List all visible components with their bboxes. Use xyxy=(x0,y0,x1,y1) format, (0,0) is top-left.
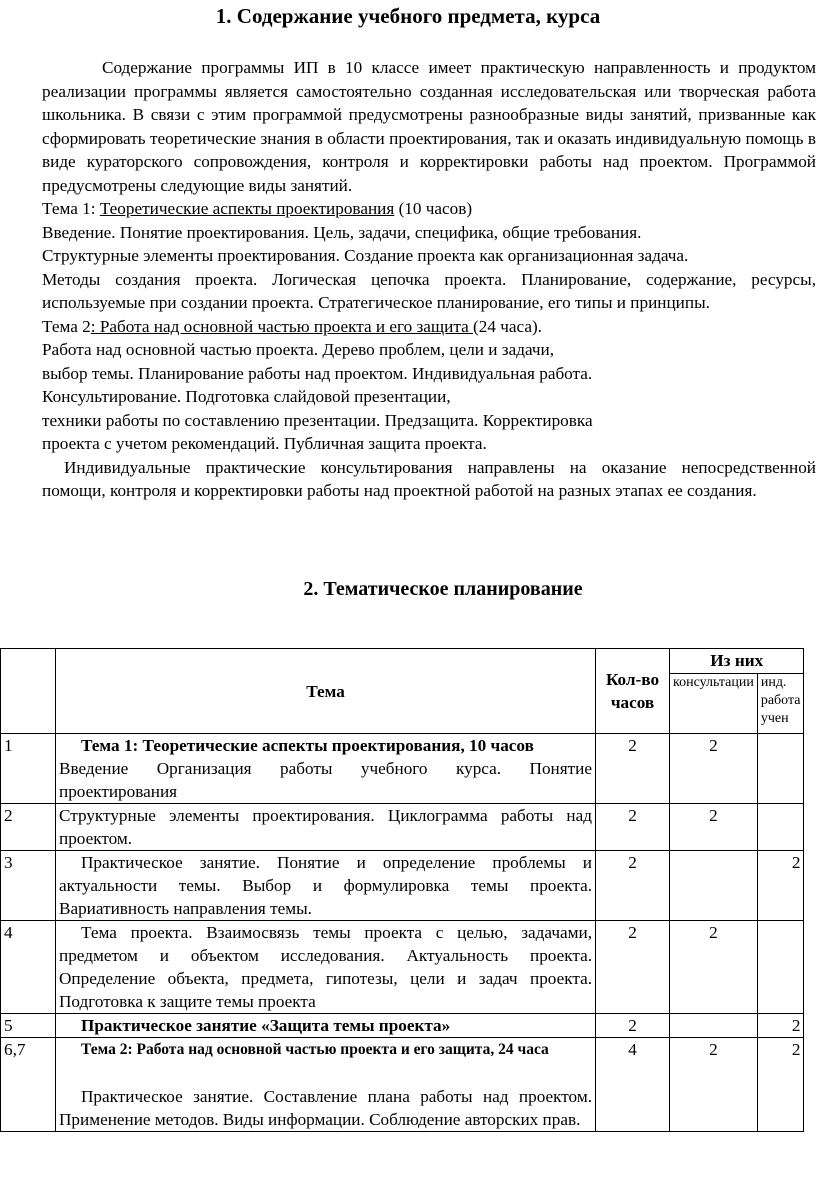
row-topic xyxy=(56,804,596,851)
topic2-line xyxy=(42,315,816,339)
header-topic: Тема xyxy=(56,649,596,734)
header-group: Из них xyxy=(670,649,804,674)
table-row xyxy=(1,734,804,804)
row-ind xyxy=(757,804,804,851)
topic2-desc-4: техники работы по составлению презентации. Предзащита. Корректировка xyxy=(42,410,593,430)
row-ind: 2 xyxy=(757,1038,804,1132)
topic1-desc-2: Структурные элементы проектирования. Создание проекта как организационная задача. xyxy=(42,246,689,265)
table-row xyxy=(1,851,804,921)
row-topic-bold: Тема 2: Работа над основной частью проекта и его защита, 24 часа xyxy=(81,1041,549,1058)
table-row xyxy=(1,1038,804,1132)
row-topic xyxy=(56,1038,596,1132)
header-consult: консультации xyxy=(670,674,758,734)
row-topic xyxy=(56,734,596,804)
table-row xyxy=(1,804,804,851)
row-num: 4 xyxy=(1,921,56,1014)
row-ind xyxy=(757,734,804,804)
topic1-desc-1: Введение. Понятие проектирования. Цель, задачи, специфика, общие требования. xyxy=(42,222,642,242)
topic2-title: : Работа над основной частью проекта и его защита xyxy=(90,316,474,336)
row-num: 6,7 xyxy=(1,1038,56,1132)
row-topic-text: Практическое занятие. Составление плана работы над проектом. Применение методов. Виды информации. Соблюдение авторских прав. xyxy=(59,1087,592,1129)
row-hours: 2 xyxy=(596,1014,670,1038)
section1-body xyxy=(42,56,816,503)
row-consult: 2 xyxy=(670,921,758,1014)
row-consult: 2 xyxy=(670,734,758,804)
row-hours: 2 xyxy=(596,734,670,804)
row-consult: 2 xyxy=(670,1038,758,1132)
section2-heading: 2. Тематическое планирование xyxy=(303,578,583,600)
row-num: 3 xyxy=(1,851,56,921)
row-consult xyxy=(670,851,758,921)
closing-paragraph: Индивидуальные практические консультирования направлены на оказание непосредственной помощи, контроля и корректировки работы над проектной работой на разных этапах ее создания. xyxy=(42,457,816,500)
row-hours: 2 xyxy=(596,851,670,921)
row-consult xyxy=(670,1014,758,1038)
row-ind xyxy=(757,921,804,1014)
header-hours: Кол-во часов xyxy=(596,649,670,734)
intro-paragraph: Содержание программы ИП в 10 классе имеет практическую направленность и продуктом реализации программы является самостоятельно созданная исследовательская или творческая работа школьника. В связи с этим программой предусмотрены разнообразные виды занятий, призванные как сформировать теоретические знания в области проектирования, так и оказать индивидуальную помощь в виде кураторского сопровождения, контроля и корректировки работы над проектом. Программой предусмотрены следующие виды занятий. xyxy=(42,58,816,195)
row-topic: Тема проекта. Взаимосвязь темы проекта с целью, задачами, предметом и объектом исследования. Актуальность проекта. Определение объекта, предмета, гипотезы, цели и задач проекта. Подготовка к защите темы проекта xyxy=(56,921,596,1014)
topic1-prefix: Тема 1: xyxy=(42,199,100,218)
row-topic-text: Введение Организация работы учебного курса. Понятие проектирования xyxy=(59,759,592,801)
row-topic-text: Структурные элементы проектирования. Циклограмма работы над проектом. xyxy=(59,806,592,848)
row-num: 5 xyxy=(1,1014,56,1038)
header-ind: инд. работа учен xyxy=(757,674,804,734)
topic1-title: Теоретические аспекты проектирования xyxy=(99,199,395,218)
row-hours: 2 xyxy=(596,921,670,1014)
row-spacer xyxy=(59,1061,592,1085)
topic2-desc-2: выбор темы. Планирование работы над проектом. Индивидуальная работа. xyxy=(42,363,593,383)
plan-table xyxy=(0,648,804,1132)
row-ind: 2 xyxy=(757,1014,804,1038)
row-num: 2 xyxy=(1,804,56,851)
topic2-desc-5: проекта с учетом рекомендаций. Публичная защита проекта. xyxy=(42,434,487,453)
topic1-desc-3: Методы создания проекта. Логическая цепочка проекта. Планирование, содержание, ресурсы, используемые при создании проекта. Стратегическое планирование, его типы и принципы. xyxy=(42,269,816,312)
table-row xyxy=(1,1014,804,1038)
topic1-hours: (10 часов) xyxy=(394,199,473,218)
topic2-hours: (24 часа). xyxy=(473,316,542,336)
section1-heading: 1. Содержание учебного предмета, курса xyxy=(215,4,601,28)
row-hours: 2 xyxy=(596,804,670,851)
topic2-prefix: Тема 2 xyxy=(42,316,91,336)
header-num-cell xyxy=(1,649,56,734)
row-topic: Практическое занятие. Понятие и определение проблемы и актуальности темы. Выбор и формулировка темы проекта. Вариативность направления темы. xyxy=(56,851,596,921)
row-topic-bold: Тема 1: Теоретические аспекты проектирования, 10 часов xyxy=(81,736,534,755)
row-num: 1 xyxy=(1,734,56,804)
row-topic: Практическое занятие «Защита темы проекта» xyxy=(56,1014,596,1038)
topic1-line xyxy=(42,197,816,221)
row-hours: 4 xyxy=(596,1038,670,1132)
table-header-row xyxy=(1,649,804,674)
row-consult: 2 xyxy=(670,804,758,851)
row-ind: 2 xyxy=(757,851,804,921)
topic2-desc-1: Работа над основной частью проекта. Дерево проблем, цели и задачи, xyxy=(42,340,555,359)
topic2-desc-3: Консультирование. Подготовка слайдовой презентации, xyxy=(42,387,451,406)
table-row xyxy=(1,921,804,1014)
